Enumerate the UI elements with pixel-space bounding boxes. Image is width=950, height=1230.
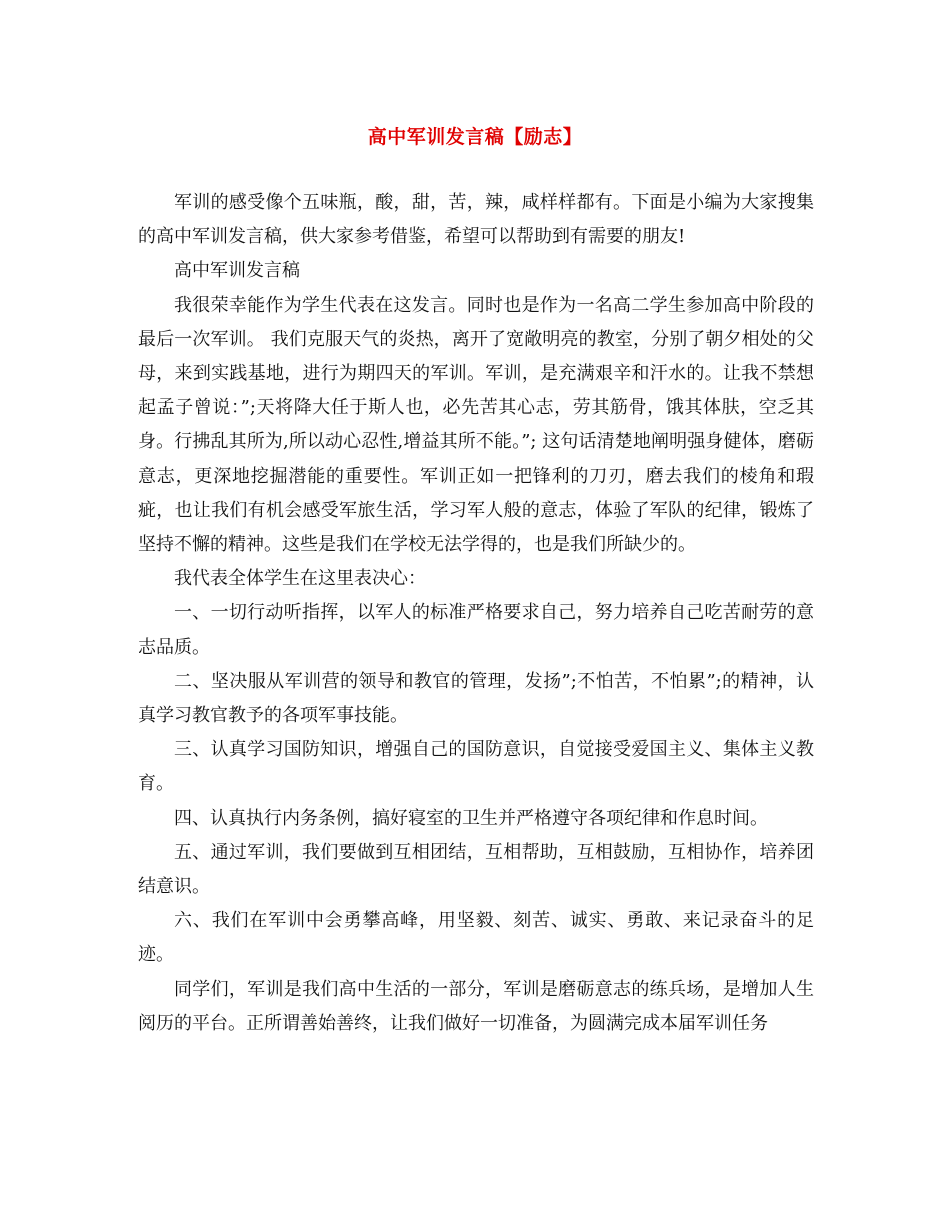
- paragraph-resolution-6: 六、我们在军训中会勇攀高峰，用坚毅、刻苦、诚实、勇敢、来记录奋斗的足迹。: [138, 910, 814, 966]
- paragraph-resolution-3: 三、认真学习国防知识，增强自己的国防意识，自觉接受爱国主义、集体主义教育。: [138, 739, 814, 795]
- paragraph-resolution-5: 五、通过军训，我们要做到互相团结，互相帮助，互相鼓励，互相协作，培养团结意识。: [138, 841, 814, 898]
- paragraph-intro: 军训的感受像个五味瓶，酸，甜，苦，辣，咸样样都有。下面是小编为大家搜集的高中军训发言稿，供大家参考借鉴，希望可以帮助到有需要的朋友!: [138, 192, 814, 248]
- paragraph-resolution-intro: 我代表全体学生在这里表决心：: [174, 568, 426, 590]
- paragraph-closing: 同学们，军训是我们高中生活的一部分，军训是磨砺意志的练兵场，是增加人生阅历的平台。正所谓善始善终，让我们做好一切准备，为圆满完成本届军训任务: [138, 978, 814, 1034]
- paragraph-subtitle: 高中军训发言稿: [174, 260, 300, 282]
- document-title: 高中军训发言稿【励志】: [367, 126, 583, 148]
- document-body: [138, 186, 814, 1041]
- paragraph-speech-opening: 我很荣幸能作为学生代表在这发言。同时也是作为一名高二学生参加高中阶段的最后一次军训。 我们克服天气的炎热，离开了宽敞明亮的教室，分别了朝夕相处的父母，来到实践基地，进行为期四天的军训。军训，是充满艰辛和汗水的。让我不禁想起孟子曾说：”;天将降大任于斯人也，必先苦其心志，劳其筋骨，饿其体肤，空乏其身。行拂乱其所为,所以动心忍性,增益其所不能。”; 这句话清楚地阐明强身健体，磨砺意志，更深地挖掘潜能的重要性。军训正如一把锋利的刀刃，磨去我们的棱角和瑕疵，也让我们有机会感受军旅生活，学习军人般的意志，体验了军队的纪律，锻炼了坚持不懈的精神。这些是我们在学校无法学得的，也是我们所缺少的。: [138, 294, 814, 556]
- paragraph-resolution-4: 四、认真执行内务条例，搞好寝室的卫生并严格遵守各项纪律和作息时间。: [174, 807, 768, 829]
- paragraph-resolution-1: 一、一切行动听指挥，以军人的标准严格要求自己，努力培养自己吃苦耐劳的意志品质。: [138, 602, 814, 658]
- paragraph-resolution-2: 二、坚决服从军训营的领导和教官的管理，发扬”;不怕苦，不怕累”;的精神，认真学习教官教予的各项军事技能。: [138, 670, 814, 727]
